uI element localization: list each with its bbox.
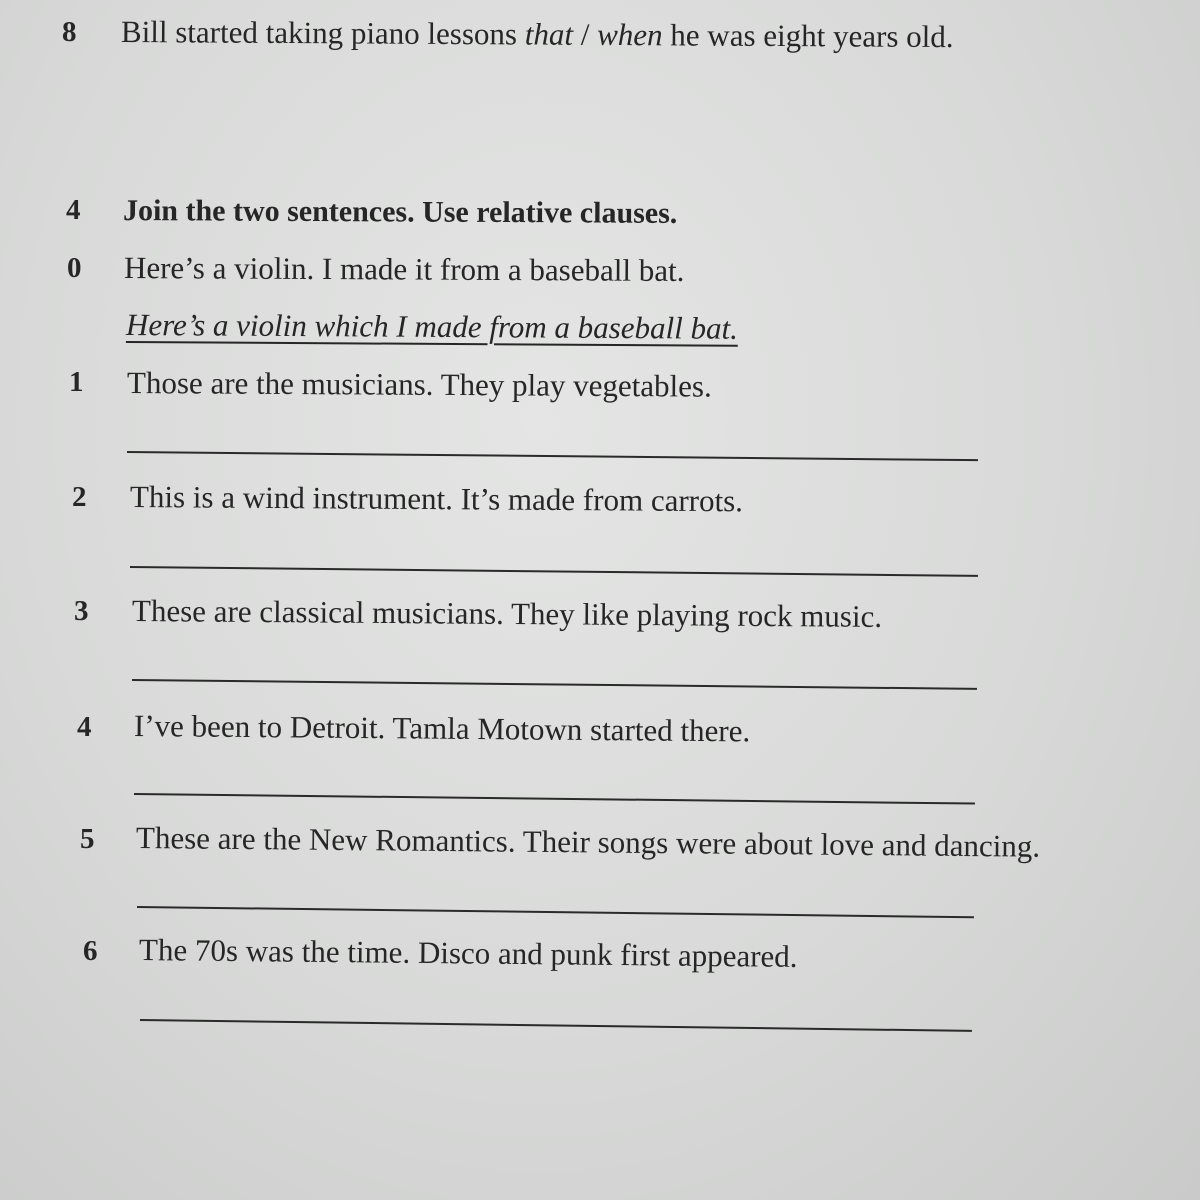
prev-item-separator: / bbox=[572, 16, 598, 52]
item-6-answer-line[interactable] bbox=[140, 1019, 972, 1032]
item-5-prompt: These are the New Romantics. Their songs were about love and dancing. bbox=[135, 820, 1041, 864]
item-5-number: 5 bbox=[80, 823, 95, 855]
prev-item-text-before: Bill started taking piano lessons bbox=[120, 14, 525, 52]
item-2-number: 2 bbox=[72, 481, 87, 513]
item-3-number: 3 bbox=[74, 595, 89, 627]
item-5-answer-line[interactable] bbox=[137, 906, 974, 918]
item-4-answer-line[interactable] bbox=[134, 793, 975, 805]
prev-item-number: 8 bbox=[62, 16, 77, 48]
example-number: 0 bbox=[67, 252, 82, 284]
exercise-instruction: Join the two sentences. Use relative clauses. bbox=[122, 194, 678, 230]
item-4-prompt: I’ve been to Detroit. Tamla Motown started there. bbox=[133, 708, 751, 749]
example-answer: Here’s a violin which I made from a baseball bat. bbox=[125, 307, 739, 346]
example-prompt: Here’s a violin. I made it from a baseball bat. bbox=[123, 250, 685, 288]
item-1-number: 1 bbox=[69, 366, 84, 398]
item-4-number: 4 bbox=[77, 711, 92, 743]
item-2-prompt: This is a wind instrument. It’s made from carrots. bbox=[129, 479, 744, 519]
prev-item-option-when: when bbox=[597, 16, 663, 53]
prev-item-sentence bbox=[120, 14, 954, 55]
prev-item-option-that: that bbox=[524, 16, 574, 52]
item-2-answer-line[interactable] bbox=[130, 566, 978, 577]
item-6-prompt: The 70s was the time. Disco and punk first appeared. bbox=[138, 932, 798, 974]
item-3-prompt: These are classical musicians. They like playing rock music. bbox=[131, 593, 883, 634]
item-1-prompt: Those are the musicians. They play vegetables. bbox=[126, 365, 712, 404]
item-6-number: 6 bbox=[83, 935, 98, 967]
prev-item-text-after: he was eight years old. bbox=[662, 17, 954, 55]
exercise-number: 4 bbox=[66, 194, 81, 226]
item-1-answer-line[interactable] bbox=[127, 451, 978, 461]
item-3-answer-line[interactable] bbox=[132, 679, 977, 690]
